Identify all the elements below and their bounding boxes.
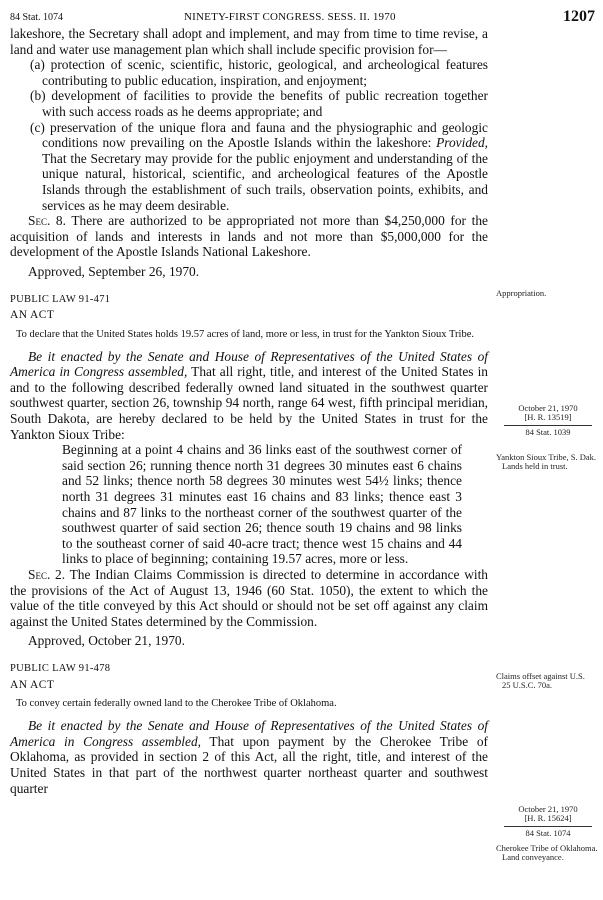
section-2-label: Sec. 2. [28,567,66,582]
margin-rule [504,826,592,827]
header-title: NINETY-FIRST CONGRESS. SESS. II. 1970 [184,11,396,23]
margin-law1-stat: 84 Stat. 1039 [525,426,571,437]
header-stat-citation: 84 Stat. 1074 [10,12,64,23]
margin-law1-reference [496,404,600,437]
margin-note-claims: Claims offset against U.S. 25 U.S.C. 70a. [496,671,585,691]
margin-law2-reference [496,805,600,838]
enacting-clause-2: Be it enacted by the Senate and House of Representatives of the United States of America in Congress assembled, That upon payment by the Cherokee Tribe of Oklahoma, as provided in section 2 of this Act, all the right, title, and interest of the United States in that part of the northwest quarter northeast quarter and southwest quarter [10,718,488,796]
section-8: Sec. 8. There are authorized to be appropriated not more than $4,250,000 for the acquisition of lands and interests in lands and not more than $5,000,000 for the development of the Apostle Islands National Lakeshore. [10,213,488,260]
approval-date-2: Approved, October 21, 1970. [28,633,185,649]
margin-law2-stat: 84 Stat. 1074 [525,827,571,838]
provided-italic: Provided, [436,135,488,151]
provision-b: (b) development of facilities to provide the benefits of public recreation together with such access roads as he deems appropriate; and [30,88,488,119]
margin-note-appropriation: Appropriation. [496,288,547,298]
page-number: 1207 [563,8,595,25]
act-heading-2: AN ACT [10,678,55,691]
act-purpose-2: To convey certain federally owned land to the Cherokee Tribe of Oklahoma. [16,698,337,710]
margin-rule [504,425,592,426]
continued-paragraph: lakeshore, the Secretary shall adopt and implement, and may from time to time revise, a land and water use management plan which shall include specific provision for— [10,26,488,57]
act-heading-1: AN ACT [10,309,55,322]
margin-law2-bill: [H. R. 15624] [524,813,572,824]
page-header [10,8,595,28]
margin-law1-date: October 21, 1970 [518,403,578,413]
provision-c: (c) preservation of the unique flora and fauna and the physiographic and geologic conditions now prevailing on the Apostle Islands within the lakeshore: Provided, That the Secretary may provide for the public enjoyment and understanding of the unique natural, historical, scientific, and archeological features of the Apostle Islands through the establishment of such trails, observation points, exhibits, and services as he may deem desirable. [30,119,488,213]
public-law-91-478: PUBLIC LAW 91-478 [10,662,111,674]
land-description: Beginning at a point 4 chains and 36 links east of the southwest corner of said section 26; running thence north 31 degrees 30 minutes east 6 chains and 52 links; thence north 58 degrees 30 minutes west 54½ links; thence north 31 degrees 31 minutes east 16 chains and 83 links; thence east 3 chains and 87 links to the northeast corner of the southwest quarter of the southwest quarter of said section 26; thence south 19 chains and 98 links to the southeast corner of said 40-acre tract; thence west 15 chains and 44 links to place of beginning; containing 19.57 acres, more or less. [62,442,462,567]
public-law-91-471: PUBLIC LAW 91-471 [10,293,111,305]
margin-law1-bill: [H. R. 13519] [524,412,572,423]
main-text-column [10,26,488,796]
margin-note-yankton: Yankton Sioux Tribe, S. Dak. Lands held in trust. [496,452,596,472]
enacting-clause-1: Be it enacted by the Senate and House of Representatives of the United States of America in Congress assembled, That all right, title, and interest of the United States in and to the following described federally owned land situated in the southwest quarter southwest quarter, section 26, township 94 north, range 64 west, fifth principal meridian, South Dakota, are hereby declared to be held by the United States in trust for the Yankton Sioux Tribe: [10,348,488,442]
margin-note-cherokee: Cherokee Tribe of Oklahoma. Land conveyance. [496,843,598,863]
margin-law2-date: October 21, 1970 [518,804,578,814]
section-8-label: Sec. 8. [28,213,66,229]
provision-a: (a) protection of scenic, scientific, historic, geological, and archeological features contributing to public education, inspiration, and enjoyment; [30,57,488,88]
section-2: Sec. 2. The Indian Claims Commission is directed to determine in accordance with the provisions of the Act of August 13, 1946 (60 Stat. 1050), the extent to which the value of the title conveyed by this Act should or should not be set off against any claim against the United States determined by the Commission. [10,567,488,629]
act-purpose-1: To declare that the United States holds 19.57 acres of land, more or less, in trust for the Yankton Sioux Tribe. [16,328,474,340]
approval-date-1: Approved, September 26, 1970. [28,263,200,279]
